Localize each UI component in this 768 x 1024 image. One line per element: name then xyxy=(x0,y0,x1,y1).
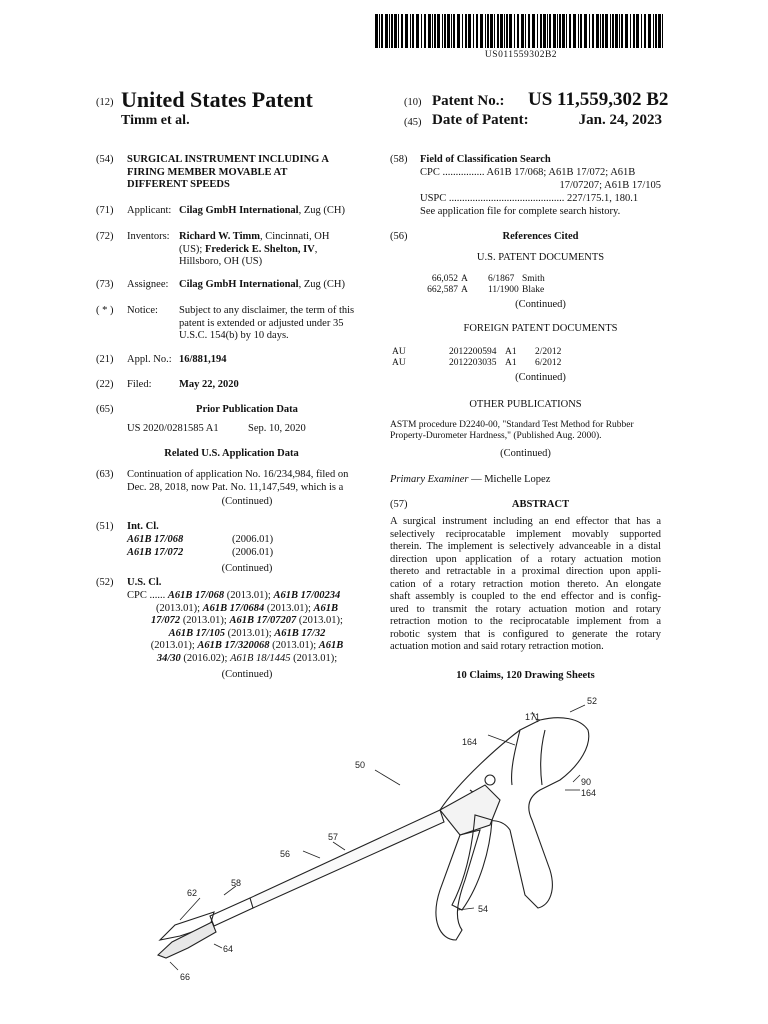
field-54-number: (54) xyxy=(96,154,114,165)
us-cl-segment: (2013.01); xyxy=(224,590,274,601)
barcode-bar xyxy=(401,14,403,48)
barcode-bar xyxy=(633,14,635,48)
barcode-bar xyxy=(540,14,542,48)
us-doc-2-name: Blake xyxy=(522,285,545,295)
barcode-bar xyxy=(379,14,380,48)
barcode-bar xyxy=(641,14,642,48)
us-cl-segment: A61B 17/00234 xyxy=(273,590,341,601)
barcode-bar xyxy=(394,14,397,48)
barcode-bar xyxy=(389,14,390,48)
foreign-doc-2-number: 2012203035 xyxy=(449,358,497,368)
us-cl-continued: (Continued) xyxy=(221,669,273,680)
applicant-name: Cilag GmbH International xyxy=(179,205,299,216)
ref-label-171: 171 xyxy=(525,712,541,722)
closure-trigger xyxy=(436,830,480,940)
barcode-bar xyxy=(589,14,590,48)
barcode-bar xyxy=(610,14,611,48)
abstract-text xyxy=(390,516,661,654)
assignee-label: Assignee: xyxy=(127,279,169,290)
other-publications-heading: OTHER PUBLICATIONS xyxy=(469,399,582,410)
barcode-bar xyxy=(453,14,455,48)
barcode-bar xyxy=(537,14,538,48)
ref-label-164: 164 xyxy=(462,737,478,747)
assignee-name: Cilag GmbH International xyxy=(179,279,299,290)
us-cl-line xyxy=(127,615,367,628)
barcode-bar xyxy=(517,14,519,48)
barcode-bar xyxy=(375,14,378,48)
ref-label-64: 64 xyxy=(223,944,234,954)
ref-label-62: 62 xyxy=(187,888,198,898)
us-cl-classifications xyxy=(127,590,367,665)
barcode-bar xyxy=(428,14,431,48)
classification-note: See application file for complete search history. xyxy=(420,206,621,217)
barcode-bar xyxy=(580,14,582,48)
field-71-number: (71) xyxy=(96,205,114,216)
us-docs-continued: (Continued) xyxy=(515,299,566,310)
continuation-text: Continuation of application No. 16/234,984, filed on Dec. 28, 2018, now Pat. No. 11,147,549, which is a xyxy=(127,469,349,493)
abstract-line: actuation motion and said rotary retraction motion. xyxy=(390,641,604,652)
inventor-2-name: Frederick E. Shelton, IV xyxy=(204,243,315,255)
field-21-number: (21) xyxy=(96,354,114,365)
abstract-line: direction upon application of a rotary actuation motion xyxy=(390,553,661,565)
patent-number-label: Patent No.: xyxy=(432,93,505,109)
notice-number: ( * ) xyxy=(96,305,114,316)
barcode-bar xyxy=(528,14,530,48)
ref-label-66: 66 xyxy=(180,972,191,982)
us-cl-line xyxy=(127,590,367,603)
patent-number: US 11,559,302 B2 xyxy=(528,89,669,110)
us-cl-segment: (2013.01); xyxy=(269,640,319,651)
barcode-bar xyxy=(619,14,620,48)
us-doc-1-number: 66,052 xyxy=(431,274,458,284)
barcode-bar xyxy=(566,14,567,48)
barcode-bar xyxy=(547,14,548,48)
ref-label-56: 56 xyxy=(280,849,291,859)
us-cl-segment: A61B 18/1445 xyxy=(230,652,291,664)
barcode-bar xyxy=(569,14,571,48)
barcode-bar xyxy=(480,14,483,48)
classification-search-heading: Field of Classification Search xyxy=(420,154,551,165)
date-of-patent: Jan. 24, 2023 xyxy=(578,112,662,128)
barcode-bar xyxy=(621,14,623,48)
int-cl-version-1: (2006.01) xyxy=(232,534,274,545)
classification-cpc: CPC ................ A61B 17/068; A61B 17/072; A61B xyxy=(420,167,636,178)
barcode-bar xyxy=(485,14,486,48)
end-effector-cartridge xyxy=(158,922,216,958)
ref-label-50: 50 xyxy=(355,760,366,770)
prior-publication-heading: Prior Publication Data xyxy=(196,404,298,415)
barcode-bar xyxy=(592,14,594,48)
field-10-number: (10) xyxy=(404,97,422,108)
barcode-bar xyxy=(432,14,433,48)
field-52-number: (52) xyxy=(96,577,114,588)
barcode-bar xyxy=(410,14,411,48)
us-doc-2-date: 11/1900 xyxy=(488,285,519,295)
foreign-doc-1-kind: A1 xyxy=(505,347,517,357)
abstract-line: therein. The implement is selectively advanceable in a distal xyxy=(390,541,661,552)
filed-date: May 22, 2020 xyxy=(179,379,239,390)
abstract-line: shaft assembly is coupled to the end effector and is config- xyxy=(390,591,661,602)
us-doc-1-kind: A xyxy=(461,274,468,284)
int-cl-version-2: (2006.01) xyxy=(232,547,274,558)
abstract-line: ured to transmit the rotary actuation motion and rotary xyxy=(390,603,661,615)
barcode-bar xyxy=(500,14,503,48)
int-cl-code-2: A61B 17/072 xyxy=(127,547,184,558)
barcode-bar xyxy=(532,14,535,48)
primary-examiner-label: Primary Examiner xyxy=(390,474,469,485)
abstract-heading: ABSTRACT xyxy=(511,499,570,510)
abstract-line: robotic system that is configured to generate the rotary xyxy=(390,628,661,640)
us-patent-documents-heading: U.S. PATENT DOCUMENTS xyxy=(476,252,605,263)
us-cl-segment: (2013.01); xyxy=(264,602,314,614)
barcode-bar xyxy=(494,14,495,48)
prior-publication-number: US 2020/0281585 A1 xyxy=(127,423,219,434)
us-cl-line xyxy=(127,640,367,653)
ref-label-54: 54 xyxy=(478,904,489,914)
field-63-number: (63) xyxy=(96,469,114,480)
applicant xyxy=(179,205,345,218)
us-doc-2-number: 662,587 xyxy=(427,285,458,295)
us-cl-line xyxy=(127,603,367,616)
us-cl-segment: CPC ...... xyxy=(127,590,168,601)
abstract-line: selectively reciprocatable implement movably supported xyxy=(390,528,661,540)
barcode-bar xyxy=(487,14,489,48)
us-cl-segment: (2013.01); xyxy=(296,615,343,626)
barcode-bar xyxy=(457,14,460,48)
barcode-bar xyxy=(476,14,478,48)
us-cl-segment: A61B 17/105 xyxy=(168,627,225,639)
ref-label-52: 52 xyxy=(587,696,598,706)
patent-type-title: United States Patent xyxy=(121,87,313,112)
patent-authors: Timm et al. xyxy=(121,113,190,128)
classification-cpc-2: 17/07207; A61B 17/105 xyxy=(559,180,661,191)
barcode-bar xyxy=(465,14,467,48)
barcode-bar xyxy=(514,14,515,48)
barcode-bar xyxy=(381,14,383,48)
us-cl-segment: (2013.01); xyxy=(224,627,275,639)
int-cl-code-1: A61B 17/068 xyxy=(127,534,184,545)
barcode-bar xyxy=(442,14,443,48)
barcode-bar xyxy=(385,14,388,48)
us-cl-line xyxy=(127,628,367,641)
field-73-number: (73) xyxy=(96,279,114,290)
abstract-line: thereto and retractable in a proximal direction upon appli- xyxy=(390,566,661,577)
field-51-number: (51) xyxy=(96,521,114,532)
foreign-doc-1-number: 2012200594 xyxy=(449,347,497,357)
barcode-bar xyxy=(553,14,556,48)
barcode-bar xyxy=(437,14,440,48)
barcode-bar xyxy=(584,14,587,48)
classification-uspc: USPC ............................................ 227/175.1, 180.1 xyxy=(420,193,639,204)
references-cited-heading: References Cited xyxy=(502,231,579,242)
ref-label-164-lower: 164 xyxy=(581,788,597,798)
elongate-shaft xyxy=(250,810,444,908)
barcode-bar xyxy=(655,14,657,48)
applicant-location: , Zug (CH) xyxy=(298,205,345,216)
us-cl-segment: A61B xyxy=(318,640,344,651)
barcode-bar xyxy=(424,14,426,48)
barcode-bar xyxy=(596,14,599,48)
inventor-separator: , xyxy=(314,243,318,255)
barcode-bar xyxy=(644,14,646,48)
us-doc-1-name: Smith xyxy=(522,274,545,284)
barcode-bar xyxy=(398,14,399,48)
primary-examiner xyxy=(390,474,550,487)
inventors-label: Inventors: xyxy=(127,231,170,242)
assignee xyxy=(179,279,345,292)
applicant-label: Applicant: xyxy=(127,205,172,216)
barcode-bar xyxy=(658,14,661,48)
notice-text: Subject to any disclaimer, the term of this patent is extended or adjusted under 35 U.S.C. 154(b) by 10 days. xyxy=(179,305,355,341)
barcode-bar xyxy=(421,14,422,48)
surgical-instrument-figure xyxy=(140,690,660,1020)
primary-examiner-name: — Michelle Lopez xyxy=(468,474,551,485)
field-65-number: (65) xyxy=(96,404,114,415)
us-cl-segment: 17/072 xyxy=(151,615,181,626)
inventor-1-location: , Cincinnati, OH xyxy=(260,231,330,242)
barcode-bar xyxy=(506,14,508,48)
us-cl-line xyxy=(127,653,367,666)
us-cl-segment: (2013.01); xyxy=(150,640,198,651)
barcode-number: US011559302B2 xyxy=(484,50,558,60)
foreign-doc-2-country: AU xyxy=(392,358,406,368)
ref-label-57: 57 xyxy=(328,832,339,842)
us-cl-segment: A61B 17/0684 xyxy=(202,602,265,614)
barcode-bar xyxy=(612,14,614,48)
barcode-bar xyxy=(391,14,393,48)
barcode-bar xyxy=(434,14,436,48)
us-cl-segment: (2013.01); xyxy=(180,615,230,626)
barcode-bar xyxy=(636,14,639,48)
int-cl-continued: (Continued) xyxy=(221,563,273,574)
barcode xyxy=(375,14,667,48)
application-number-label: Appl. No.: xyxy=(127,354,172,365)
invention-title: SURGICAL INSTRUMENT INCLUDING A FIRING MEMBER MOVABLE AT DIFFERENT SPEEDS xyxy=(127,154,329,190)
inventors xyxy=(179,231,329,269)
claims-and-drawings-count: 10 Claims, 120 Drawing Sheets xyxy=(456,670,595,681)
us-cl-segment: A61B 17/32 xyxy=(274,627,326,639)
barcode-bar xyxy=(412,14,414,48)
filed-label: Filed: xyxy=(127,379,152,390)
barcode-bar xyxy=(600,14,601,48)
foreign-doc-1-date: 2/2012 xyxy=(535,347,562,357)
field-72-number: (72) xyxy=(96,231,114,242)
us-cl-segment: (2013.01); xyxy=(290,652,338,664)
us-doc-2-kind: A xyxy=(461,285,468,295)
barcode-bar xyxy=(605,14,608,48)
barcode-bar xyxy=(504,14,505,48)
continuation-continued: (Continued) xyxy=(221,496,273,507)
us-doc-1-date: 6/1867 xyxy=(488,274,515,284)
barcode-bar xyxy=(447,14,450,48)
barcode-bar xyxy=(405,14,408,48)
us-cl-segment: (2013.01); xyxy=(155,602,203,614)
barcode-bar xyxy=(578,14,579,48)
barcode-bar xyxy=(562,14,565,48)
inventor-2-location: Hillsboro, OH (US) xyxy=(179,256,263,267)
inventor-1-name: Richard W. Timm xyxy=(179,231,261,242)
other-publications-continued: (Continued) xyxy=(500,448,551,459)
barcode-bar xyxy=(648,14,651,48)
barcode-bar xyxy=(416,14,419,48)
foreign-doc-1-country: AU xyxy=(392,347,406,357)
barcode-bar xyxy=(653,14,654,48)
other-publication-entry: ASTM procedure D2240-00, "Standard Test Method for Rubber Property-Durometer Hardness," (Published Aug. 2000). xyxy=(390,420,634,441)
int-cl-label: Int. Cl. xyxy=(127,521,159,532)
barcode-bar xyxy=(557,14,558,48)
abstract-line: A surgical instrument including an end effector that has a xyxy=(390,516,661,527)
field-12-number: (12) xyxy=(96,97,114,108)
field-58-number: (58) xyxy=(390,154,408,165)
us-cl-segment: A61B 17/068 xyxy=(167,590,225,601)
related-application-heading: Related U.S. Application Data xyxy=(164,448,299,459)
barcode-bar xyxy=(602,14,604,48)
barcode-bar xyxy=(473,14,474,48)
field-22-number: (22) xyxy=(96,379,114,390)
us-cl-segment: (2016.02); xyxy=(180,652,231,664)
us-cl-segment: 34/30 xyxy=(156,652,181,664)
barcode-bar xyxy=(451,14,452,48)
barcode-bar xyxy=(468,14,471,48)
barcode-bar xyxy=(462,14,463,48)
application-number: 16/881,194 xyxy=(179,354,227,365)
inventor-1-country: (US); xyxy=(179,243,205,255)
barcode-bar xyxy=(625,14,628,48)
barcode-bar xyxy=(615,14,618,48)
foreign-doc-2-date: 6/2012 xyxy=(535,358,562,368)
foreign-patent-documents-heading: FOREIGN PATENT DOCUMENTS xyxy=(463,323,618,334)
barcode-bar xyxy=(559,14,561,48)
us-cl-segment: A61B xyxy=(313,602,339,614)
barcode-bar xyxy=(549,14,551,48)
barcode-bar xyxy=(573,14,576,48)
us-cl-segment: A61B 17/07207 xyxy=(229,615,297,626)
ref-label-58: 58 xyxy=(231,878,242,888)
barcode-bar xyxy=(497,14,499,48)
us-cl-segment: A61B 17/320068 xyxy=(197,640,270,651)
abstract-line: retraction motion to the reciprocatable implement from a xyxy=(390,616,661,627)
barcode-bar xyxy=(509,14,512,48)
field-56-number: (56) xyxy=(390,231,408,242)
barcode-bar xyxy=(543,14,546,48)
field-57-number: (57) xyxy=(390,499,408,510)
barcode-bar xyxy=(444,14,446,48)
us-cl-label: U.S. Cl. xyxy=(127,577,162,588)
barcode-bar xyxy=(521,14,524,48)
assignee-location: , Zug (CH) xyxy=(298,279,345,290)
notice-label: Notice: xyxy=(127,305,158,316)
barcode-bar xyxy=(525,14,526,48)
field-45-number: (45) xyxy=(404,117,422,128)
foreign-docs-continued: (Continued) xyxy=(515,372,566,383)
barcode-bar xyxy=(490,14,493,48)
barcode-bar xyxy=(662,14,663,48)
barcode-bar xyxy=(630,14,631,48)
prior-publication-date: Sep. 10, 2020 xyxy=(248,423,306,434)
abstract-line: cation of a rotary retraction motion thereto. An elongate xyxy=(390,578,661,590)
date-of-patent-label: Date of Patent: xyxy=(432,112,529,128)
ref-label-90: 90 xyxy=(581,777,592,787)
foreign-doc-2-kind: A1 xyxy=(505,358,517,368)
